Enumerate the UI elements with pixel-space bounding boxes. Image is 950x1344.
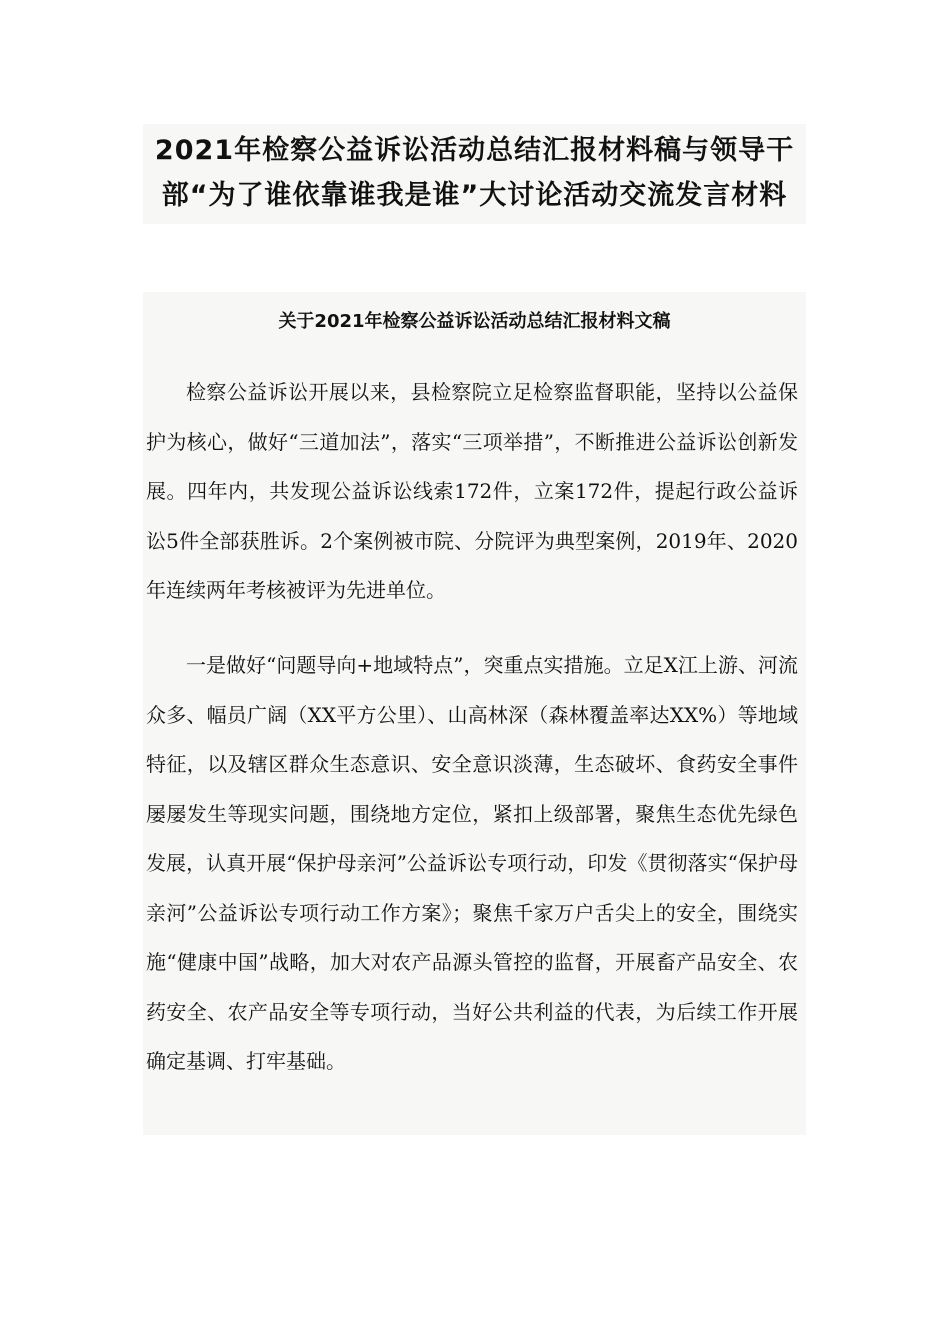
paragraph-intro: 检察公益诉讼开展以来，县检察院立足检察监督职能，坚持以公益保护为核心，做好“三道加法”，落实“三项举措”，不断推进公益诉讼创新发展。四年内，共发现公益诉讼线索172件，立案172件，提起行政公益诉讼5件全部获胜诉。2个案例被市院、分院评为典型案例，2019年、2020年连续两年考核被评为先进单位。	[146, 380, 798, 602]
document-title: 2021年检察公益诉讼活动总结汇报材料稿与领导干部“为了谁依靠谁我是谁”大讨论活动交流发言材料	[154, 135, 795, 211]
section-heading: 关于2021年检察公益诉讼活动总结汇报材料文稿	[278, 311, 671, 332]
paragraph-measure-one: 一是做好“问题导向+地域特点”，突重点实措施。立足X江上游、河流众多、幅员广阔（XX平方公里）、山高林深（森林覆盖率达XX%）等地域特征，以及辖区群众生态意识、安全意识淡薄，生态破坏、食药安全事件屡屡发生等现实问题，围绕地方定位，紧扣上级部署，聚焦生态优先绿色发展，认真开展“保护母亲河”公益诉讼专项行动，印发《贯彻落实“保护母亲河”公益诉讼专项行动工作方案》；聚焦千家万户舌尖上的安全，围绕实施“健康中国”战略，加大对农产品源头管控的监督，开展畜产品安全、农药安全、农产品安全等专项行动，当好公共利益的代表，为后续工作开展确定基调、打牢基础。	[146, 653, 798, 1073]
